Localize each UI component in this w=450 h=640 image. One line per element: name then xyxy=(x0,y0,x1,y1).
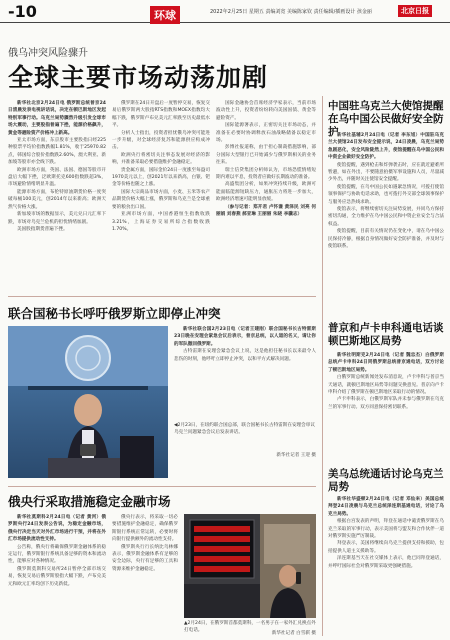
newspaper-logo: 北京日报 xyxy=(398,5,432,17)
biden-zelensky-paragraph: 拜登表示，美国将继续向乌克兰提供支持和援助，包括提供人道主义援助等。 xyxy=(328,541,444,554)
embassy-paragraph: 新华社基辅2月24日电（记者 李东旭）中国驻乌克兰大使馆24日发布安全提示说，24日凌晨，乌克兰局势急剧恶化，安全风险陡然上升，使馆提醒在乌中国公民和中资企业做好安全防护。 xyxy=(328,133,444,161)
lead-kicker: 俄乌冲突风险骤升 xyxy=(8,48,88,59)
un-secretary-general-photo xyxy=(8,326,168,478)
cbr-paragraph: 俄央行表示，将采取一切必要措施维护金融稳定，确保俄罗斯银行系统正常运转，必要时将向银行提供额外的流动性支持。 xyxy=(112,515,178,543)
biden-zelensky-paragraph: 根据白宫发表的声明，拜登在通话中谴责俄罗斯在乌克兰采取的军事行动，表示美国将与盟友和合作伙伴一道对俄罗斯实施严厉制裁。 xyxy=(328,519,444,540)
dateline: 2022年2月25日 星期五 责编刘宽 美编陈家钦 责任编辑/插画设计 孩金丽 xyxy=(210,9,372,15)
section-divider xyxy=(8,486,316,487)
lead-paragraph: 新加坡市场的数据显示，美元兑日元汇率下跌，市场对乌克兰危机的担忧情绪加剧。 xyxy=(8,212,106,225)
lead-paragraph: 美国股指期货普遍下挫。 xyxy=(17,226,68,232)
biden-zelensky-headline: 美乌总统通话讨论乌克兰局势 xyxy=(328,468,444,493)
lead-paragraph: 俄罗斯在24日开盘后一度暂停交易，恢复交易后俄罗斯两大股指RTS指数和MOEX指数均大幅下跌，俄罗斯卢布兑美元汇率跌至历史最低水平。 xyxy=(112,101,210,129)
lead-paragraph: 亚洲市场方面，中国香港恒生指数收跌3.21%，上海证券交易所综合指数收跌1.70%。 xyxy=(112,212,210,232)
putin-lukashenko-body xyxy=(328,352,444,462)
cbr-paragraph: 俄罗斯莫斯科交易所24日暂停全部市场交易，恢复交易后俄罗斯股指大幅下跌，卢布兑美元和欧元汇率均创下历史新低。 xyxy=(8,566,106,587)
putin-lukashenko-paragraph: 白俄罗斯总统新闻处发布消息说，卢卡申科与普京当天通话，就顿巴斯地区局势等问题交换意见。普京向卢卡申科介绍了俄罗斯在顿巴斯地区采取行动的情况。 xyxy=(328,375,444,396)
embassy-body xyxy=(328,132,444,314)
un-paragraph: 新华社联合国2月23日电（记者王建刚）联合国秘书长古特雷斯23日晚在安理会紧急会议后表示，普京总统，以人道的名义，请让你的军队撤回俄罗斯。 xyxy=(174,327,316,347)
cbr-subhead: 俄央行采取措施稳定金融市场 xyxy=(8,494,171,509)
masthead xyxy=(0,0,450,23)
exchange-photo-credit: 新华社记者 白雪骐 摄 xyxy=(271,631,316,636)
lead-paragraph: 新华社北京2月24日电 俄罗斯总统普京24日清晨发表电视讲话说，决定在顿巴斯地区发起特别军事行动。乌克兰局势骤然升级引发全球市场大震动，主要股指普遍下挫，能源价格飙升，黄金等避险资产价格冲上新高。 xyxy=(8,101,106,136)
cbr-column-2 xyxy=(112,514,178,636)
biden-zelensky-paragraph: 泽连斯基当天在社交媒体上表示，他已同拜登通话，并呼吁国际社会对俄罗斯采取更强硬措施。 xyxy=(328,556,444,569)
page-number: -10 xyxy=(8,2,37,21)
biden-zelensky-paragraph: 新华社华盛顿2月24日电（记者 邓仙来）美国总统拜登24日凌晨与乌克兰总统泽连斯基通电话，讨论了乌克兰局势。 xyxy=(328,497,444,517)
un-paragraph: 古特雷斯在安理会紧急会议上说，这是他担任秘书长以来最令人悲伤的时刻，他呼吁立即停止冲突，以和平方式解决问题。 xyxy=(174,349,316,362)
lead-column-3 xyxy=(216,100,316,292)
exchange-photo-caption: ▲2月24日，在俄罗斯首都莫斯科，一名男子在一家外汇兑换点外打电话。 xyxy=(184,621,316,633)
lead-paragraph: 彭博社报道称，由于担心制裁措施影响，部分国际大型银行已开始减少与俄罗斯相关的业务往来。 xyxy=(216,145,316,166)
lead-paragraph: 欧洲央行将密切关注事态发展对经济的影响，并准备采取必要措施维护金融稳定。 xyxy=(112,152,210,166)
section-label: 环球 xyxy=(150,6,180,24)
lead-paragraph: （参与记者：郑开君 卢怀谦 黄泽民 刘亮 何丽娟 刘春燕 郝亚琳 王丽丽 朱晓 李骥志） xyxy=(216,204,316,218)
lead-paragraph: 分析人士指出，投资者担忧俄乌冲突可能进一步升级，对全球经济复苏和能源供应构成冲击。 xyxy=(112,130,210,151)
cbr-paragraph: 新华社莫斯科2月24日电（记者 黄河）俄罗斯央行24日发表公告说，为稳定金融市场，俄央行决定当天对外汇市场进行干预，并将在外汇市场提供流动性支持。 xyxy=(8,515,106,543)
putin-lukashenko-paragraph: 新华社明斯克2月24日电（记者 魏忠杰）白俄罗斯总统卢卡申科24日同俄罗斯总统普京通电话，双方讨论了顿巴斯地区局势。 xyxy=(328,353,444,373)
embassy-paragraph: 使馆表示，将继续密切关注局势发展，并同乌方保持密切沟通，全力维护在乌中国公民和中资企业安全与合法权益。 xyxy=(328,207,444,227)
un-body xyxy=(174,326,316,420)
lead-paragraph: 国际大宗商品市场方面，小麦、玉米等农产品期货价格大幅上涨，俄罗斯和乌克兰是全球重要的粮食出口国。 xyxy=(112,189,210,210)
exchange-point-photo xyxy=(184,514,316,618)
cbr-paragraph: 公告称，俄央行将确保俄罗斯金融体系的稳定运行，俄罗斯银行系统具备足够的资本和流动性，能够应对各种情况。 xyxy=(8,544,106,565)
lead-paragraph: 高盛集团分析，如果冲突持续升级，欧洲可能面临能源短缺压力，通胀压力将进一步加大，欧洲经济增速可能明显放缓。 xyxy=(216,182,316,203)
lead-paragraph: 能源市场方面，布伦特原油期货价格一度突破每桶100美元，创2014年以来新高；欧洲天然气价格大涨。 xyxy=(8,189,106,210)
lead-paragraph: 国际能源署表示，正密切关注市场动态，并准备在必要时协调释放石油战略储备以稳定市场。 xyxy=(216,123,316,144)
embassy-paragraph: 使馆提醒，遇到枪击和炸弹袭击时，应在就近避难所暂避，如在外出，不要随意拍摄军事设施和人员，尽量减少外出，并随时关注使馆安全提醒。 xyxy=(328,162,444,183)
lead-column-2 xyxy=(112,100,210,292)
cbr-column-1 xyxy=(8,514,106,636)
embassy-paragraph: 使馆提醒，目前有关情况仍在变化中，请在乌中国公民保持冷静，根据自身情况做好安全防护准备，并及时与使馆联系。 xyxy=(328,229,444,250)
un-subhead: 联合国秘书长呼吁俄罗斯立即停止冲突 xyxy=(8,306,221,321)
lead-paragraph: 贵金属方面，国际金价24日一度涨至每盎司1970美元以上，创2021年以来新高，白银、钯金等价格也随之上涨。 xyxy=(112,167,210,188)
cbr-paragraph: 俄罗斯央行行长纳比乌林娜表示，俄罗斯金融体系有足够的安全边际，央行有足够的工具和资源来维护金融稳定。 xyxy=(112,544,178,572)
embassy-headline: 中国驻乌克兰大使馆提醒在乌中国公民做好安全防护 xyxy=(328,100,444,138)
section-divider xyxy=(8,296,316,297)
lead-paragraph: 欧洲市场方面，英国、法国、德国等股市开盘后大幅下挫，泛欧斯托克600指数跌超3%，市场避险情绪明显升温。 xyxy=(8,167,106,188)
lead-headline: 全球主要市场动荡加剧 xyxy=(8,63,269,92)
column-divider xyxy=(322,96,323,636)
un-photo-caption: ◀2月23日，在纽约联合国总部，联合国秘书长古特雷斯在安理会审议乌克兰问题紧急会议后发表讲话。 xyxy=(174,423,315,435)
biden-zelensky-body xyxy=(328,496,444,636)
lead-paragraph: 亚太市场方面，东京股市主要股指日经225种股票平均价指数跌幅1.81%，收于25970.82点，韩国综合股价指数跌2.60%，澳大利亚、新加坡等股市亦全线下跌。 xyxy=(8,138,106,166)
un-photo-credit: 新华社记者 王迎 摄 xyxy=(276,453,316,458)
putin-lukashenko-headline: 普京和卢卡申科通电话谈顿巴斯地区局势 xyxy=(328,322,444,347)
lead-paragraph: 瑞士信贷集团分析师认为，市场恐慌情绪短期内难以平息，投资者应做好长期波动的准备。 xyxy=(216,167,316,181)
lead-column-1 xyxy=(8,100,106,292)
putin-lukashenko-paragraph: 卢卡申科表示，白俄罗斯军队并未参与俄罗斯在乌克兰的军事行动。双方同意保持密切联系。 xyxy=(328,397,444,410)
lead-paragraph: 国际金融协会首席经济学家表示，当前市场波动性上升，投资者纷纷转向美国国债、黄金等避险资产。 xyxy=(216,101,316,121)
embassy-paragraph: 使馆提醒，在乌中国公民如遇紧急情况，可拨打使馆领事保护与协助电话求助，也可拨打外交部全球领事保护与服务应急热线求助。 xyxy=(328,184,444,205)
